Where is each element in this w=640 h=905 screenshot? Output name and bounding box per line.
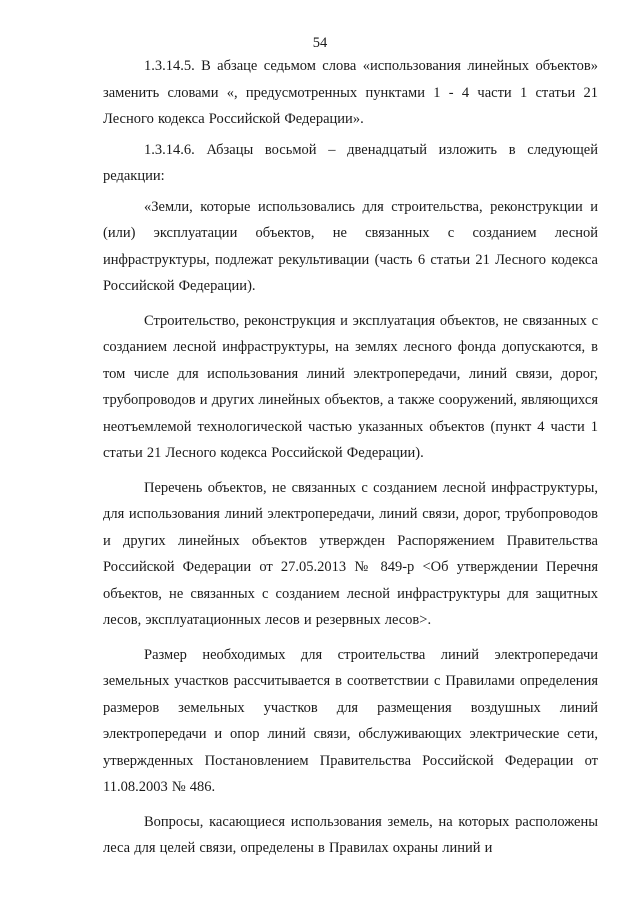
paragraph-land-reclamation: «Земли, которые использовались для строительства, реконструкции и (или) эксплуатации объектов, не связанных с созданием лесной инфраструктуры, подлежат рекультивации (часть 6 статьи 21 Лесного кодекса Российской Федерации).: [103, 198, 598, 294]
paragraph-land-plot-size: Размер необходимых для строительства линий электропередачи земельных участков рассчитывается в соответствии с Правилами определения размеров земельных участков для размещения воздушных линий электропередачи и опор линий связи, обслуживающих электрические сети, утвержденных Постановлением Правительства Российской Федерации от 11.08.2003 № 486.: [103, 646, 598, 795]
paragraph-1-3-14-6: 1.3.14.6. Абзацы восьмой – двенадцатый изложить в следующей редакции:: [103, 141, 598, 184]
paragraph-construction: Строительство, реконструкция и эксплуатация объектов, не связанных с созданием лесной инфраструктуры, на землях лесного фонда допускаются, в том числе для использования линий электропередачи, линий связи, дорог, трубопроводов и других линейных объектов, а также сооружений, являющихся неотъемлемой технологической частью указанных объектов (пункт 4 части 1 статьи 21 Лесного кодекса Российской Федерации).: [103, 312, 598, 461]
page-number: 54: [312, 35, 328, 51]
body-text: [103, 53, 598, 862]
paragraph-1-3-14-5: 1.3.14.5. В абзаце седьмом слова «использования линейных объектов» заменить словами «, предусмотренных пунктами 1 - 4 части 1 статьи 21 Лесного кодекса Российской Федерации».: [103, 58, 598, 127]
paragraph-objects-list: Перечень объектов, не связанных с созданием лесной инфраструктуры, для использования линий электропередачи, линий связи, дорог, трубопроводов и других линейных объектов утвержден Распоряжением Правительства Российской Федерации от 27.05.2013 № 849-р <Об утверждении Перечня объектов, не связанных с созданием лесной инфраструктуры для защитных лесов, эксплуатационных лесов и резервных лесов>.: [103, 479, 598, 628]
paragraph-communication-lines: Вопросы, касающиеся использования земель, на которых расположены леса для целей связи, определены в Правилах охраны линий и: [103, 813, 598, 856]
